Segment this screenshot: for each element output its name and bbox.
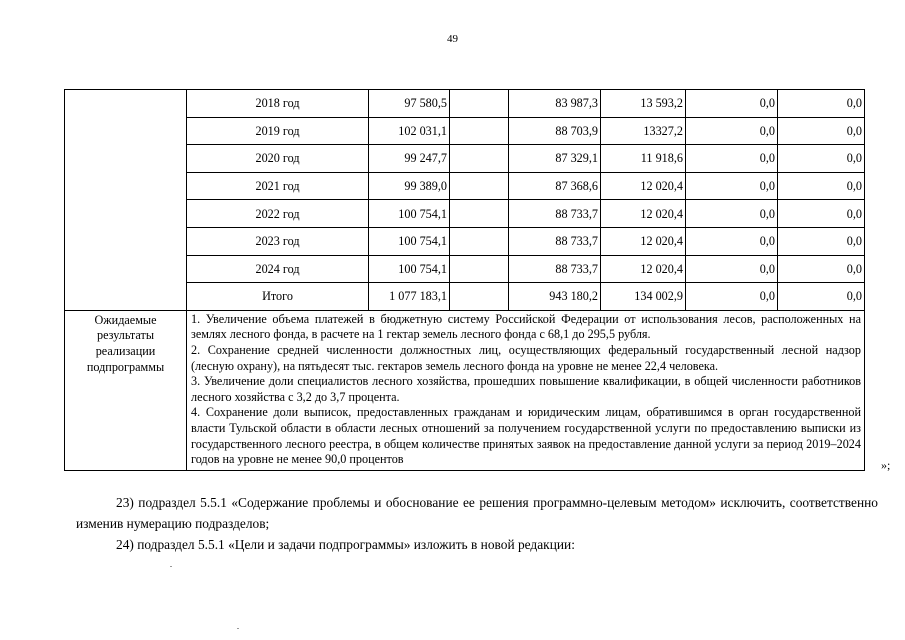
other-cell: 0,0 (778, 255, 865, 283)
year-cell: 2018 год (187, 90, 369, 118)
total-cell: 100 754,1 (369, 255, 450, 283)
regional-cell: 12 020,4 (601, 227, 686, 255)
scan-speck (237, 628, 239, 629)
year-cell: 2021 год (187, 172, 369, 200)
total-cell: 100 754,1 (369, 200, 450, 228)
total-cell: 99 389,0 (369, 172, 450, 200)
total-cell: 97 580,5 (369, 90, 450, 118)
federal-cell (450, 227, 509, 255)
local-cell: 0,0 (686, 90, 778, 118)
federal-budget-cell: 83 987,3 (509, 90, 601, 118)
local-cell: 0,0 (686, 283, 778, 311)
paragraph-24: 24) подраздел 5.5.1 «Цели и задачи подпрограммы» изложить в новой редакции: (116, 537, 575, 552)
regional-cell: 134 002,9 (601, 283, 686, 311)
empty-label-cell (65, 90, 187, 311)
scan-speck (170, 566, 172, 567)
page-number: 49 (447, 33, 458, 45)
other-cell: 0,0 (778, 227, 865, 255)
year-cell: 2023 год (187, 227, 369, 255)
local-cell: 0,0 (686, 200, 778, 228)
federal-budget-cell: 88 703,9 (509, 117, 601, 145)
federal-cell (450, 90, 509, 118)
table-row (65, 90, 865, 118)
local-cell: 0,0 (686, 172, 778, 200)
local-cell: 0,0 (686, 117, 778, 145)
federal-cell (450, 255, 509, 283)
federal-cell (450, 172, 509, 200)
budget-table (64, 89, 865, 471)
regional-cell: 12 020,4 (601, 255, 686, 283)
total-cell: 99 247,7 (369, 145, 450, 173)
federal-budget-cell: 87 368,6 (509, 172, 601, 200)
total-cell: 102 031,1 (369, 117, 450, 145)
regional-cell: 13327,2 (601, 117, 686, 145)
other-cell: 0,0 (778, 145, 865, 173)
other-cell: 0,0 (778, 200, 865, 228)
regional-cell: 11 918,6 (601, 145, 686, 173)
local-cell: 0,0 (686, 255, 778, 283)
other-cell: 0,0 (778, 172, 865, 200)
federal-budget-cell: 88 733,7 (509, 227, 601, 255)
other-cell: 0,0 (778, 90, 865, 118)
federal-budget-cell: 943 180,2 (509, 283, 601, 311)
other-cell: 0,0 (778, 283, 865, 311)
federal-budget-cell: 88 733,7 (509, 255, 601, 283)
regional-cell: 12 020,4 (601, 172, 686, 200)
local-cell: 0,0 (686, 227, 778, 255)
results-text (187, 310, 865, 470)
other-cell: 0,0 (778, 117, 865, 145)
year-cell: 2022 год (187, 200, 369, 228)
regional-cell: 13 593,2 (601, 90, 686, 118)
result-item-2: 2. Сохранение средней численности должностных лиц, осуществляющих федеральный государственный лесной надзор (лесную охрану), на пятьдесят тыс. гектаров земель лесного фонда на уровне не менее 22,4 человека. (191, 342, 861, 373)
paragraph-23: 23) подраздел 5.5.1 «Содержание проблемы и обоснование ее решения программно-целевым методом» исключить, соответственно изменив нумерацию подразделов; (76, 495, 878, 531)
result-item-4: 4. Сохранение доли выписок, предоставленных гражданам и юридическим лицам, обратившимся в орган государственной власти Тульской области в области лесных отношений за получением государственной услуги по предоставлению выписки из государственного лесного реестра, в общем количестве принятых заявок на предоставление данной услуги за период 2019–2024 годов на уровне не менее 90,0 процентов (191, 405, 861, 467)
year-cell: 2019 год (187, 117, 369, 145)
federal-cell (450, 283, 509, 311)
federal-budget-cell: 88 733,7 (509, 200, 601, 228)
year-cell: Итого (187, 283, 369, 311)
result-item-3: 3. Увеличение доли специалистов лесного хозяйства, прошедших повышение квалификации, в общей численности работников лесного хозяйства с 3,2 до 3,7 процента. (191, 374, 861, 404)
regional-cell: 12 020,4 (601, 200, 686, 228)
federal-budget-cell: 87 329,1 (509, 145, 601, 173)
local-cell: 0,0 (686, 145, 778, 173)
federal-cell (450, 145, 509, 173)
results-label: Ожидаемые результаты реализации подпрограммы (65, 310, 187, 470)
total-cell: 100 754,1 (369, 227, 450, 255)
closing-quote-mark: »; (881, 458, 891, 472)
year-cell: 2024 год (187, 255, 369, 283)
result-item-1: 1. Увеличение объема платежей в бюджетную систему Российской Федерации от использования лесов, расположенных на землях лесного фонда, в расчете на 1 гектар земель лесного фонда с 68,1 до 295,5 рубля. (191, 311, 861, 342)
year-cell: 2020 год (187, 145, 369, 173)
federal-cell (450, 200, 509, 228)
results-row (65, 310, 865, 470)
total-cell: 1 077 183,1 (369, 283, 450, 311)
federal-cell (450, 117, 509, 145)
